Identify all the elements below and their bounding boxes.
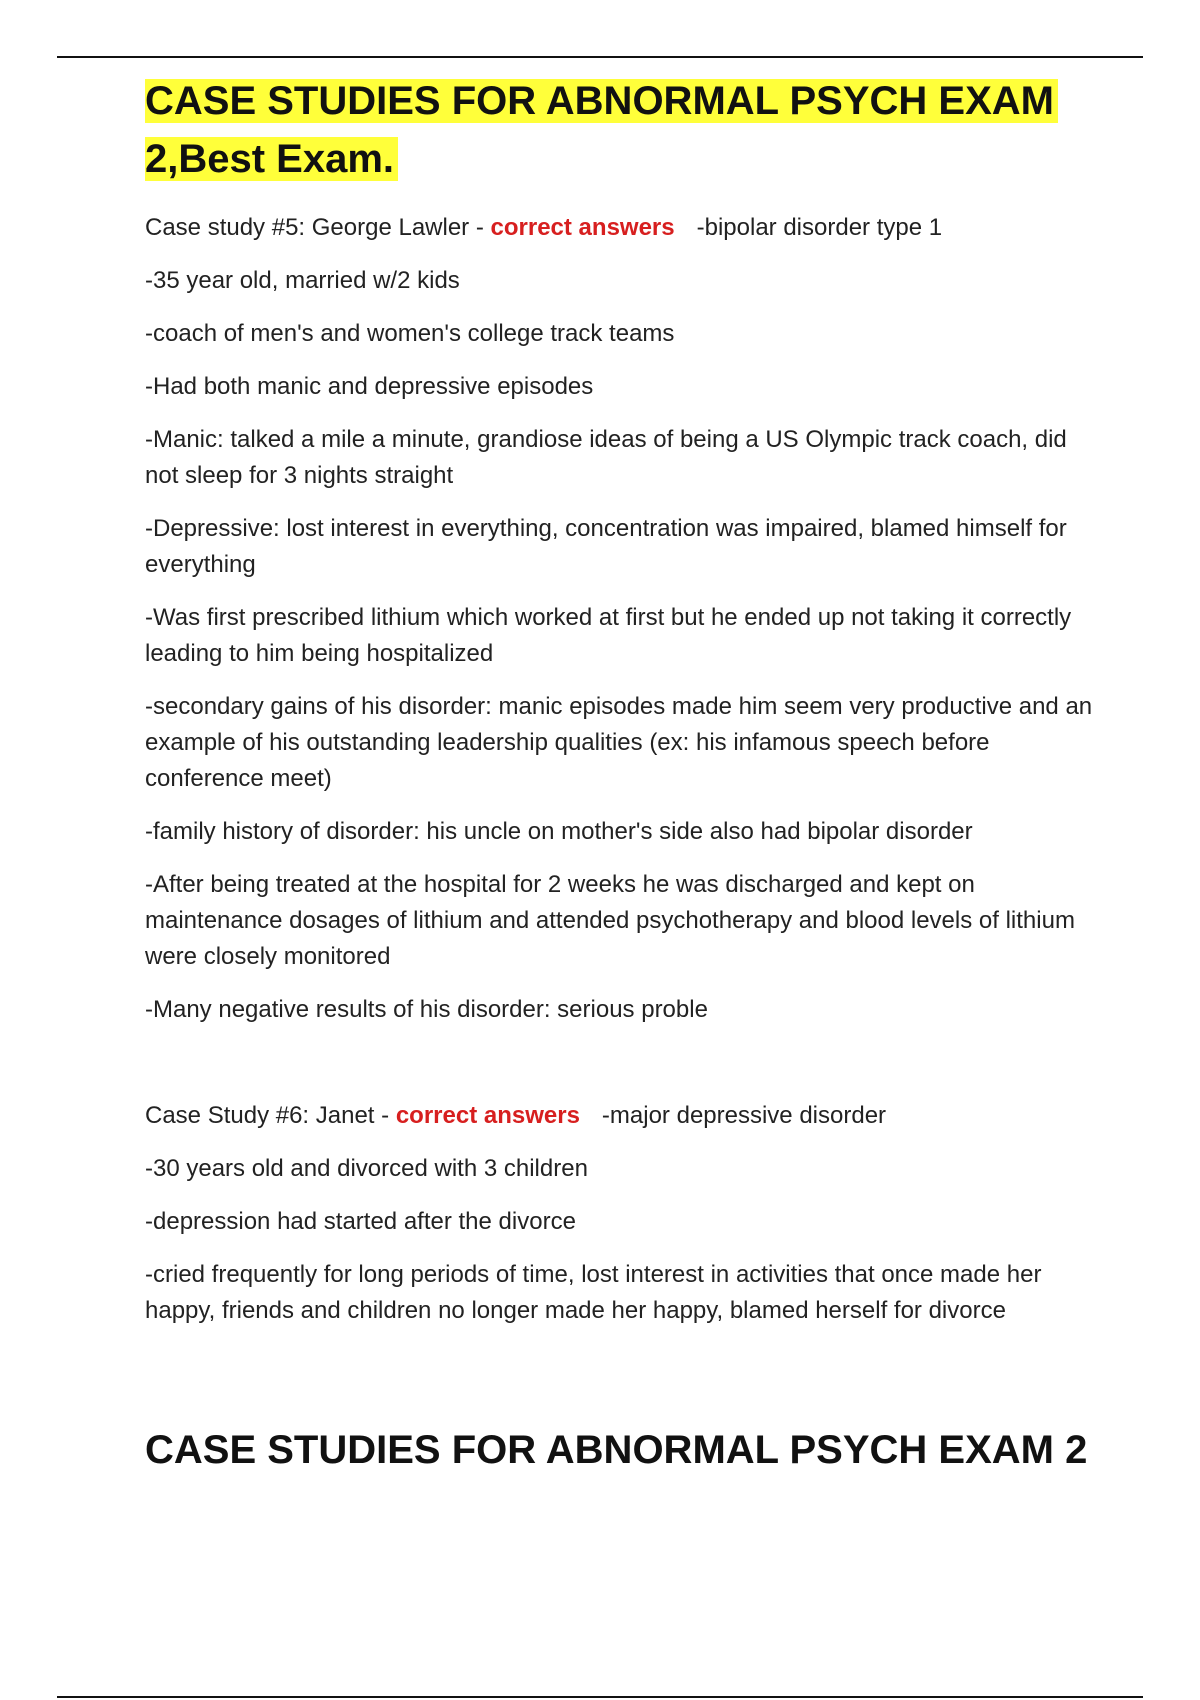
case-5-line: -Many negative results of his disorder: serious proble: [145, 996, 708, 1023]
case-5-heading: [145, 210, 1095, 246]
case-6-correct-label: correct answers: [395, 1102, 580, 1129]
case-6-title: Case Study #6: Janet -: [145, 1102, 396, 1129]
case-6-heading: [145, 1098, 1095, 1134]
document-body: [145, 72, 1095, 1476]
case-5-line: -Manic: talked a mile a minute, grandiose ideas of being a US Olympic track coach, did not sleep for 3 nights straight: [145, 426, 1067, 489]
bottom-divider: [57, 1696, 1143, 1698]
top-divider: [57, 56, 1143, 58]
case-5-title: Case study #5: George Lawler -: [145, 214, 491, 241]
case-5-answer: -bipolar disorder type 1: [696, 214, 943, 241]
case-5-line: -After being treated at the hospital for 2 weeks he was discharged and kept on maintenance dosages of lithium and attended psychotherapy and blood levels of lithium were closely monitored: [145, 871, 1075, 970]
case-5-line: -35 year old, married w/2 kids: [145, 267, 460, 294]
title-highlight: CASE STUDIES FOR ABNORMAL PSYCH EXAM 2,Best Exam.: [145, 79, 1058, 181]
case-6-line: -depression had started after the divorce: [145, 1208, 576, 1235]
case-5-line: -coach of men's and women's college track teams: [145, 320, 675, 347]
case-6-line: -cried frequently for long periods of time, lost interest in activities that once made her happy, friends and children no longer made her happy, blamed herself for divorce: [145, 1261, 1042, 1324]
case-study-5: [145, 210, 1095, 1028]
case-5-line: -Depressive: lost interest in everything, concentration was impaired, blamed himself for everything: [145, 515, 1067, 578]
case-study-6: [145, 1098, 1095, 1329]
footer-title: CASE STUDIES FOR ABNORMAL PSYCH EXAM 2: [145, 1428, 1088, 1472]
case-5-line: -secondary gains of his disorder: manic episodes made him seem very productive and an example of his outstanding leadership qualities (ex: his infamous speech before conference meet): [145, 693, 1093, 792]
case-5-line: -Was first prescribed lithium which worked at first but he ended up not taking it correctly leading to him being hospitalized: [145, 604, 1072, 667]
case-6-answer: -major depressive disorder: [601, 1102, 887, 1129]
case-6-line: -30 years old and divorced with 3 children: [145, 1155, 588, 1182]
case-5-correct-label: correct answers: [490, 214, 675, 241]
case-5-line: -family history of disorder: his uncle on mother's side also had bipolar disorder: [145, 818, 973, 845]
document-title: [145, 72, 1095, 188]
case-5-line: -Had both manic and depressive episodes: [145, 373, 594, 400]
